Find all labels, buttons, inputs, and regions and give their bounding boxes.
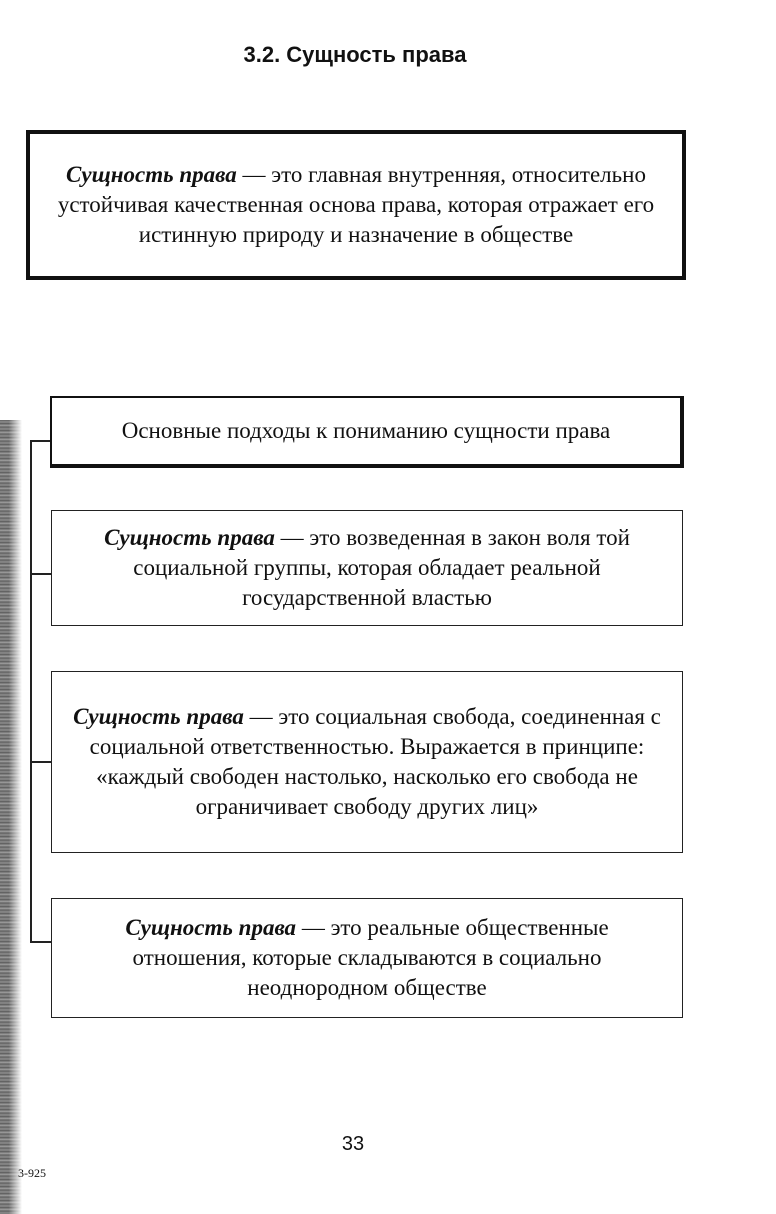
- definition-body: — это главная внутренняя, относительно устойчивая качественная основа права, которая отражает его истинную природу и назначение в обществе: [57, 162, 655, 247]
- bracket-connector-heading: [30, 440, 52, 442]
- page-number: 33: [341, 1133, 365, 1155]
- approach-1-term: Сущность права: [104, 525, 275, 550]
- bracket-connector-approach-1: [30, 573, 52, 575]
- definition-box: [26, 130, 686, 280]
- approach-box-2: [51, 671, 683, 853]
- approaches-heading-box: [50, 396, 684, 468]
- approach-2-term: Сущность права: [73, 704, 244, 729]
- approach-box-3: [51, 898, 683, 1018]
- section-title: 3.2. Сущность права: [243, 42, 467, 67]
- bracket-connector-approach-3: [30, 941, 52, 943]
- approach-2-body: — это социальная свобода, соединенная с социальной ответственностью. Выражается в принципе: «каждый свободен настолько, насколько его свобода не ограничивает свободу других лиц»: [89, 704, 661, 819]
- definition-term: Сущность права: [66, 162, 237, 187]
- scan-edge-shadow: [0, 420, 22, 1214]
- approach-3-term: Сущность права: [125, 915, 297, 940]
- definition-text: [44, 160, 668, 250]
- approach-3-body: — это реальные общественные отношения, которые складываются в социально неоднородном обществе: [132, 915, 609, 1000]
- approach-2-text: [70, 702, 664, 822]
- approach-box-1: [51, 510, 683, 626]
- print-mark: 3-925: [18, 1166, 46, 1180]
- bracket-line: [30, 440, 32, 942]
- approach-1-text: [70, 523, 664, 613]
- bracket-connector-approach-2: [30, 761, 52, 763]
- approaches-heading: Основные подходы к пониманию сущности права: [121, 418, 611, 443]
- approach-3-text: [70, 913, 664, 1003]
- approach-1-body: — это возведенная в закон воля той социальной группы, которая обладает реальной государственной властью: [133, 525, 630, 610]
